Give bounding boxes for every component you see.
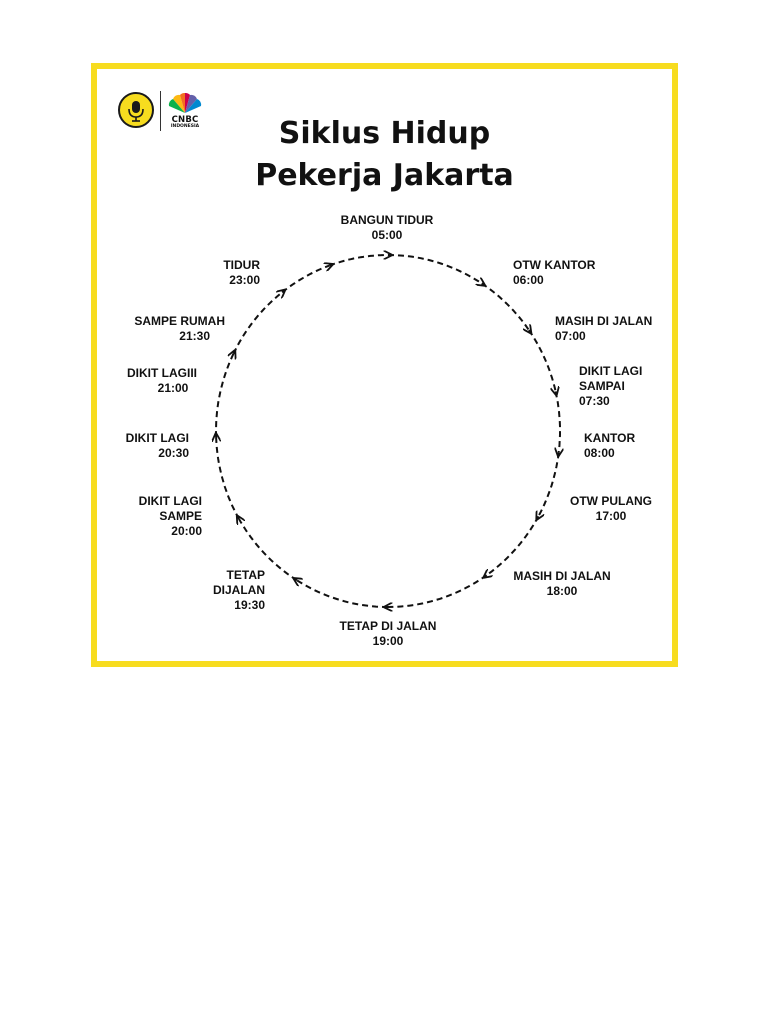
node-masih-di-jalan-pagi: MASIH DI JALAN 07:00: [555, 314, 653, 343]
cycle-arrow-2: [482, 283, 529, 330]
node-dikit-lagiii: DIKIT LAGIII 21:00: [127, 366, 197, 395]
cnbc-subtext: INDONESIA: [170, 124, 200, 129]
title-line-1: Siklus Hidup: [278, 116, 491, 151]
node-dikit-lagi-sampe: DIKIT LAGI SAMPE 20:00: [138, 494, 202, 538]
node-tetap-di-jalan: TETAP DI JALAN 19:00: [339, 619, 437, 648]
cycle-arrow-6: [487, 516, 539, 575]
cycle-arrow-12: [233, 292, 282, 354]
node-bangun-tidur: BANGUN TIDUR 05:00: [340, 213, 434, 242]
node-otw-pulang: OTW PULANG 17:00: [570, 494, 652, 523]
cycle-arrow-5: [538, 452, 558, 516]
cnbc-wordmark: CNBC: [171, 115, 199, 125]
cycle-arrow-3: [529, 330, 556, 391]
node-otw-kantor: OTW KANTOR 06:00: [513, 258, 596, 287]
infographic-card: [91, 63, 678, 667]
cycle-arrow-14: [329, 255, 388, 266]
title-line-2: Pekerja Jakarta: [255, 158, 514, 193]
node-tidur: TIDUR 23:00: [223, 258, 260, 287]
node-dikit-lagi-sampai: DIKIT LAGI SAMPAI 07:30: [579, 364, 643, 408]
cycle-arrow-8: [297, 580, 388, 607]
cycle-arrow-10: [216, 437, 239, 519]
node-sampe-rumah: SAMPE RUMAH 21:30: [134, 314, 225, 343]
node-kantor: KANTOR 08:00: [584, 431, 636, 460]
node-masih-di-jalan-sore: MASIH DI JALAN 18:00: [513, 569, 611, 598]
node-tetap-dijalan: TETAP DIJALAN 19:30: [212, 568, 265, 612]
cycle-arrow-1: [388, 255, 482, 283]
cycle-arrow-4: [556, 391, 560, 452]
cycle-arrows: [216, 255, 560, 607]
node-dikit-lagi: DIKIT LAGI 20:30: [125, 431, 189, 460]
cycle-arrow-7: [388, 575, 487, 607]
cycle-arrow-13: [282, 266, 329, 293]
